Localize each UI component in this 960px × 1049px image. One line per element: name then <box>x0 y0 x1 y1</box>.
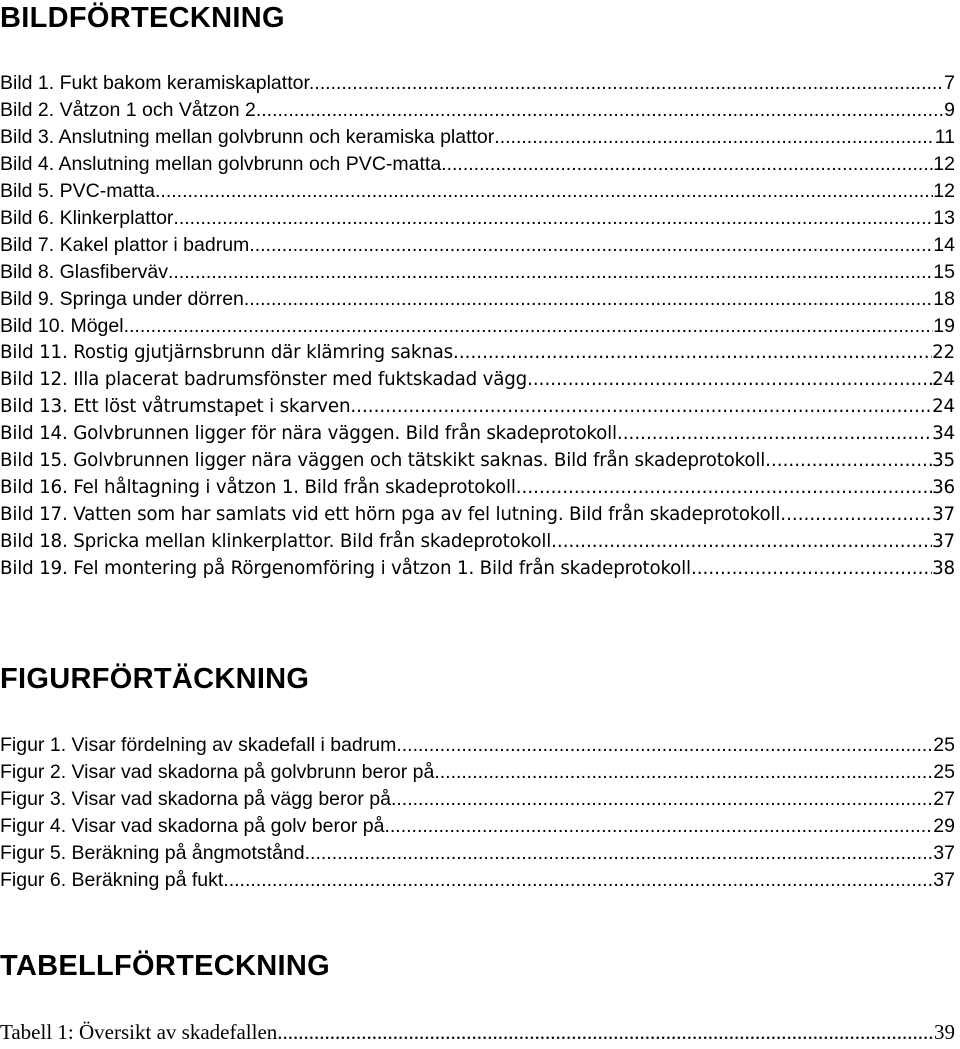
toc-entry-label: Bild 12. Illa placerat badrumsfönster med fuktskadad vägg <box>0 369 528 390</box>
toc-entry[interactable] <box>0 180 955 207</box>
toc-entry-label: Bild 13. Ett löst våtrumstapet i skarven <box>0 396 351 417</box>
toc-leader-dots <box>314 72 944 95</box>
toc-page-number: 27 <box>933 788 955 810</box>
toc-page-number: 37 <box>933 842 955 864</box>
toc-leader-dots <box>396 734 933 757</box>
toc-entry[interactable] <box>0 126 955 153</box>
toc-page-number: 37 <box>932 531 955 552</box>
toc-leader-dots <box>244 288 933 311</box>
toc-leader-dots <box>527 369 932 390</box>
toc-page-number: 25 <box>933 761 955 783</box>
toc-entry[interactable] <box>0 288 955 315</box>
toc-page-number: 22 <box>932 342 955 363</box>
toc-leader-dots <box>494 126 934 149</box>
toc-page-number: 11 <box>934 126 955 148</box>
toc-leader-dots <box>441 153 933 176</box>
toc-leader-dots <box>691 558 932 579</box>
toc-entry[interactable] <box>0 734 955 761</box>
toc-entry[interactable] <box>0 396 955 423</box>
toc-page-number: 36 <box>932 477 955 498</box>
toc-entry-label: Bild 7. Kakel plattor i badrum <box>0 234 250 256</box>
toc-entry[interactable] <box>0 72 955 99</box>
toc-page-number: 24 <box>932 369 955 390</box>
toc-entry[interactable] <box>0 477 955 504</box>
toc-entry[interactable] <box>0 558 955 585</box>
toc-entry[interactable] <box>0 815 955 842</box>
toc-leader-dots <box>277 1020 934 1045</box>
toc-entry-label: Bild 3. Anslutning mellan golvbrunn och keramiska plattor <box>0 126 495 148</box>
toc-leader-dots <box>305 842 934 865</box>
toc-entry-label: Figur 4. Visar vad skadorna på golv beror på <box>0 815 385 837</box>
toc-leader-dots <box>155 180 933 203</box>
bild-list <box>0 72 955 585</box>
toc-entry[interactable] <box>0 315 955 342</box>
toc-entry[interactable] <box>0 261 955 288</box>
toc-entry-label: Bild 4. Anslutning mellan golvbrunn och PVC-matta <box>0 153 442 175</box>
toc-leader-dots <box>223 869 933 892</box>
toc-page-number: 18 <box>933 288 955 310</box>
toc-page-number: 15 <box>933 261 955 283</box>
toc-page-number: 34 <box>932 423 955 444</box>
toc-entry-label: Bild 16. Fel håltagning i våtzon 1. Bild från skadeprotokoll <box>0 477 516 498</box>
tabell-list <box>0 1020 955 1047</box>
toc-page-number: 12 <box>933 153 955 175</box>
toc-entry[interactable] <box>0 1020 955 1047</box>
toc-page-number: 38 <box>932 558 955 579</box>
toc-entry-label: Bild 15. Golvbrunnen ligger nära väggen och tätskikt saknas. Bild från skadeprotokoll <box>0 450 766 471</box>
toc-entry[interactable] <box>0 531 955 558</box>
bild-heading: BILDFÖRTECKNING <box>0 2 285 34</box>
toc-entry-label: Figur 6. Beräkning på fukt <box>0 869 224 891</box>
toc-entry[interactable] <box>0 369 955 396</box>
toc-entry[interactable] <box>0 207 955 234</box>
toc-entry[interactable] <box>0 788 955 815</box>
toc-page-number: 19 <box>933 315 955 337</box>
toc-entry[interactable] <box>0 99 955 126</box>
toc-page-number: 39 <box>934 1020 955 1044</box>
toc-leader-dots <box>124 315 934 338</box>
toc-entry-label: Bild 11. Rostig gjutjärnsbrunn där klämring saknas <box>0 342 454 363</box>
toc-entry[interactable] <box>0 842 955 869</box>
figur-list <box>0 734 955 896</box>
toc-leader-dots <box>453 342 932 363</box>
toc-entry-label: Figur 2. Visar vad skadorna på golvbrunn beror på <box>0 761 435 783</box>
toc-page-number: 25 <box>933 734 955 756</box>
toc-leader-dots <box>261 99 944 122</box>
toc-leader-dots <box>350 396 932 417</box>
toc-entry-label: Bild 9. Springa under dörren <box>0 288 244 310</box>
toc-entry-label: Bild 8. Glasfiberväv <box>0 261 168 283</box>
toc-entry[interactable] <box>0 423 955 450</box>
toc-entry-label: Bild 17. Vatten som har samlats vid ett hörn pga av fel lutning. Bild från skadeprotokoll <box>0 504 781 525</box>
toc-page-number: 9 <box>944 99 955 121</box>
toc-leader-dots <box>780 504 932 525</box>
toc-leader-dots <box>516 477 932 498</box>
toc-entry-label: Figur 3. Visar vad skadorna på vägg beror på <box>0 788 391 810</box>
toc-entry[interactable] <box>0 153 955 180</box>
toc-leader-dots <box>384 815 933 838</box>
toc-entry[interactable] <box>0 761 955 788</box>
toc-leader-dots <box>249 234 933 257</box>
toc-leader-dots <box>434 761 933 784</box>
toc-entry[interactable] <box>0 450 955 477</box>
toc-entry-label: Bild 14. Golvbrunnen ligger för nära väggen. Bild från skadeprotokoll <box>0 423 617 444</box>
toc-page-number: 12 <box>933 180 955 202</box>
toc-entry-label: Bild 6. Klinkerplattor <box>0 207 174 229</box>
toc-page-number: 7 <box>944 72 955 94</box>
toc-entry-label: Bild 2. Våtzon 1 och Våtzon 2. <box>0 99 262 121</box>
toc-entry-label: Bild 10. Mögel <box>0 315 124 337</box>
toc-page-number: 24 <box>932 396 955 417</box>
toc-entry[interactable] <box>0 342 955 369</box>
tabell-heading: TABELLFÖRTECKNING <box>0 950 330 982</box>
toc-entry[interactable] <box>0 869 955 896</box>
toc-entry[interactable] <box>0 234 955 261</box>
toc-leader-dots <box>173 207 933 230</box>
toc-page-number: 13 <box>933 207 955 229</box>
toc-page-number: 35 <box>932 450 955 471</box>
toc-entry-label: Figur 5. Beräkning på ångmotstånd <box>0 842 305 864</box>
toc-entry-label: Bild 19. Fel montering på Rörgenomföring i våtzon 1. Bild från skadeprotokoll <box>0 558 691 579</box>
figur-heading: FIGURFÖRTÄCKNING <box>0 663 310 695</box>
toc-leader-dots <box>391 788 933 811</box>
toc-leader-dots <box>551 531 932 552</box>
toc-page-number: 37 <box>932 504 955 525</box>
toc-entry-label: Bild 5. PVC-matta <box>0 180 155 202</box>
toc-leader-dots <box>168 261 933 284</box>
toc-leader-dots <box>617 423 932 444</box>
toc-page-number: 37 <box>933 869 955 891</box>
toc-entry[interactable] <box>0 504 955 531</box>
toc-entry-label: Tabell 1: Översikt av skadefallen <box>0 1020 278 1044</box>
toc-page-number: 14 <box>933 234 955 256</box>
toc-entry-label: Bild 1. Fukt bakom keramiskaplattor. <box>0 72 315 94</box>
toc-leader-dots <box>765 450 932 471</box>
toc-entry-label: Bild 18. Spricka mellan klinkerplattor. Bild från skadeprotokoll <box>0 531 552 552</box>
toc-page-number: 29 <box>933 815 955 837</box>
toc-entry-label: Figur 1. Visar fördelning av skadefall i badrum <box>0 734 397 756</box>
